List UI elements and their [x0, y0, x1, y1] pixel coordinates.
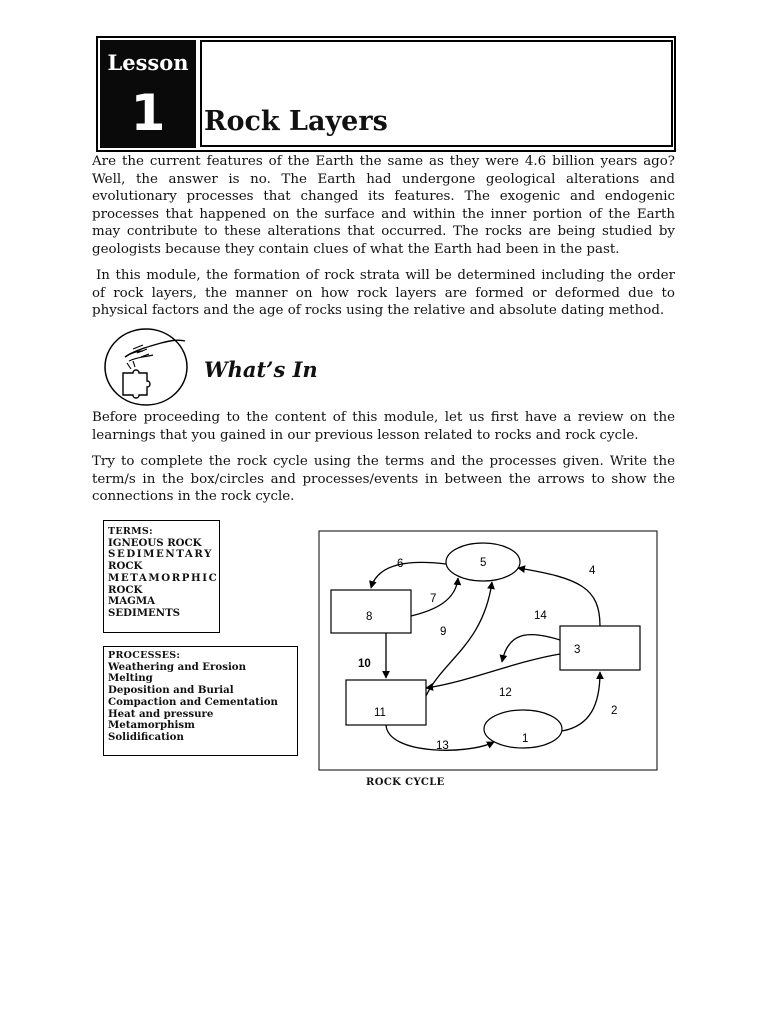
label-14: 14 [534, 610, 547, 622]
label-4: 4 [589, 565, 596, 577]
label-5: 5 [480, 557, 487, 569]
lesson-badge [100, 40, 196, 148]
page-title: Rock Layers [204, 106, 388, 137]
label-7: 7 [430, 593, 437, 605]
process-item: Deposition and Burial [108, 684, 234, 697]
puzzle-hand-icon [103, 327, 189, 407]
shape-11-box [346, 680, 426, 725]
instruction-paragraph: Try to complete the rock cycle using the terms and the processes given. Write the term/s in the box/circles and processes/events in between the arrows to show the connections in the rock cycle. [92, 454, 675, 504]
label-3: 3 [574, 644, 581, 656]
term-item: IGNEOUS ROCK [108, 536, 202, 549]
process-item: Solidification [108, 730, 184, 743]
processes-box [103, 646, 298, 756]
module-paragraph: In this module, the formation of rock strata will be determined including the order of rock layers, the manner on how rock layers are formed or deformed due to physical factors and the age of rocks using the relative and absolute dating method. [92, 268, 675, 318]
rock-cycle-diagram [318, 530, 658, 771]
term-item: SEDIMENTARY [108, 548, 214, 561]
processes-heading: PROCESSES: [108, 650, 181, 661]
process-item: Compaction and Cementation [108, 695, 278, 708]
section-title-whats-in: What’s In [204, 357, 318, 382]
term-item: SEDIMENTS [108, 606, 181, 619]
lesson-number: 1 [130, 84, 166, 142]
terms-box [103, 520, 220, 633]
process-item: Melting [108, 672, 153, 685]
term-item: METAMORPHIC [108, 571, 219, 584]
label-11: 11 [374, 707, 386, 719]
label-13: 13 [436, 740, 449, 752]
label-8: 8 [366, 611, 373, 623]
term-item: ROCK [108, 583, 143, 596]
process-item: Weathering and Erosion [108, 660, 247, 673]
label-6: 6 [397, 558, 404, 570]
label-9: 9 [440, 626, 447, 638]
term-item: MAGMA [108, 595, 156, 608]
label-2: 2 [611, 705, 618, 717]
label-12: 12 [499, 687, 512, 699]
process-item: Heat and pressure [108, 707, 214, 720]
label-10: 10 [358, 658, 371, 670]
label-1: 1 [522, 733, 529, 745]
diagram-caption: ROCK CYCLE [366, 777, 445, 788]
shape-3-box [560, 626, 640, 670]
lesson-word: Lesson [107, 50, 189, 75]
term-item: ROCK [108, 560, 143, 573]
terms-heading: TERMS: [108, 526, 153, 537]
process-item: Metamorphism [108, 719, 195, 732]
intro-paragraph: Are the current features of the Earth the same as they were 4.6 billion years ago? Well, the answer is no. The Earth had undergone geological alterations and evolutionary processes that changed its features. The exogenic and endogenic processes that happened on the surface and within the inner portion of the Earth may contribute to these alterations that occurred. The rocks are being studied by geologists because they contain clues of what the Earth had been in the past. [92, 154, 675, 257]
review-paragraph: Before proceeding to the content of this module, let us first have a review on the learnings that you gained in our previous lesson related to rocks and rock cycle. [92, 410, 675, 443]
